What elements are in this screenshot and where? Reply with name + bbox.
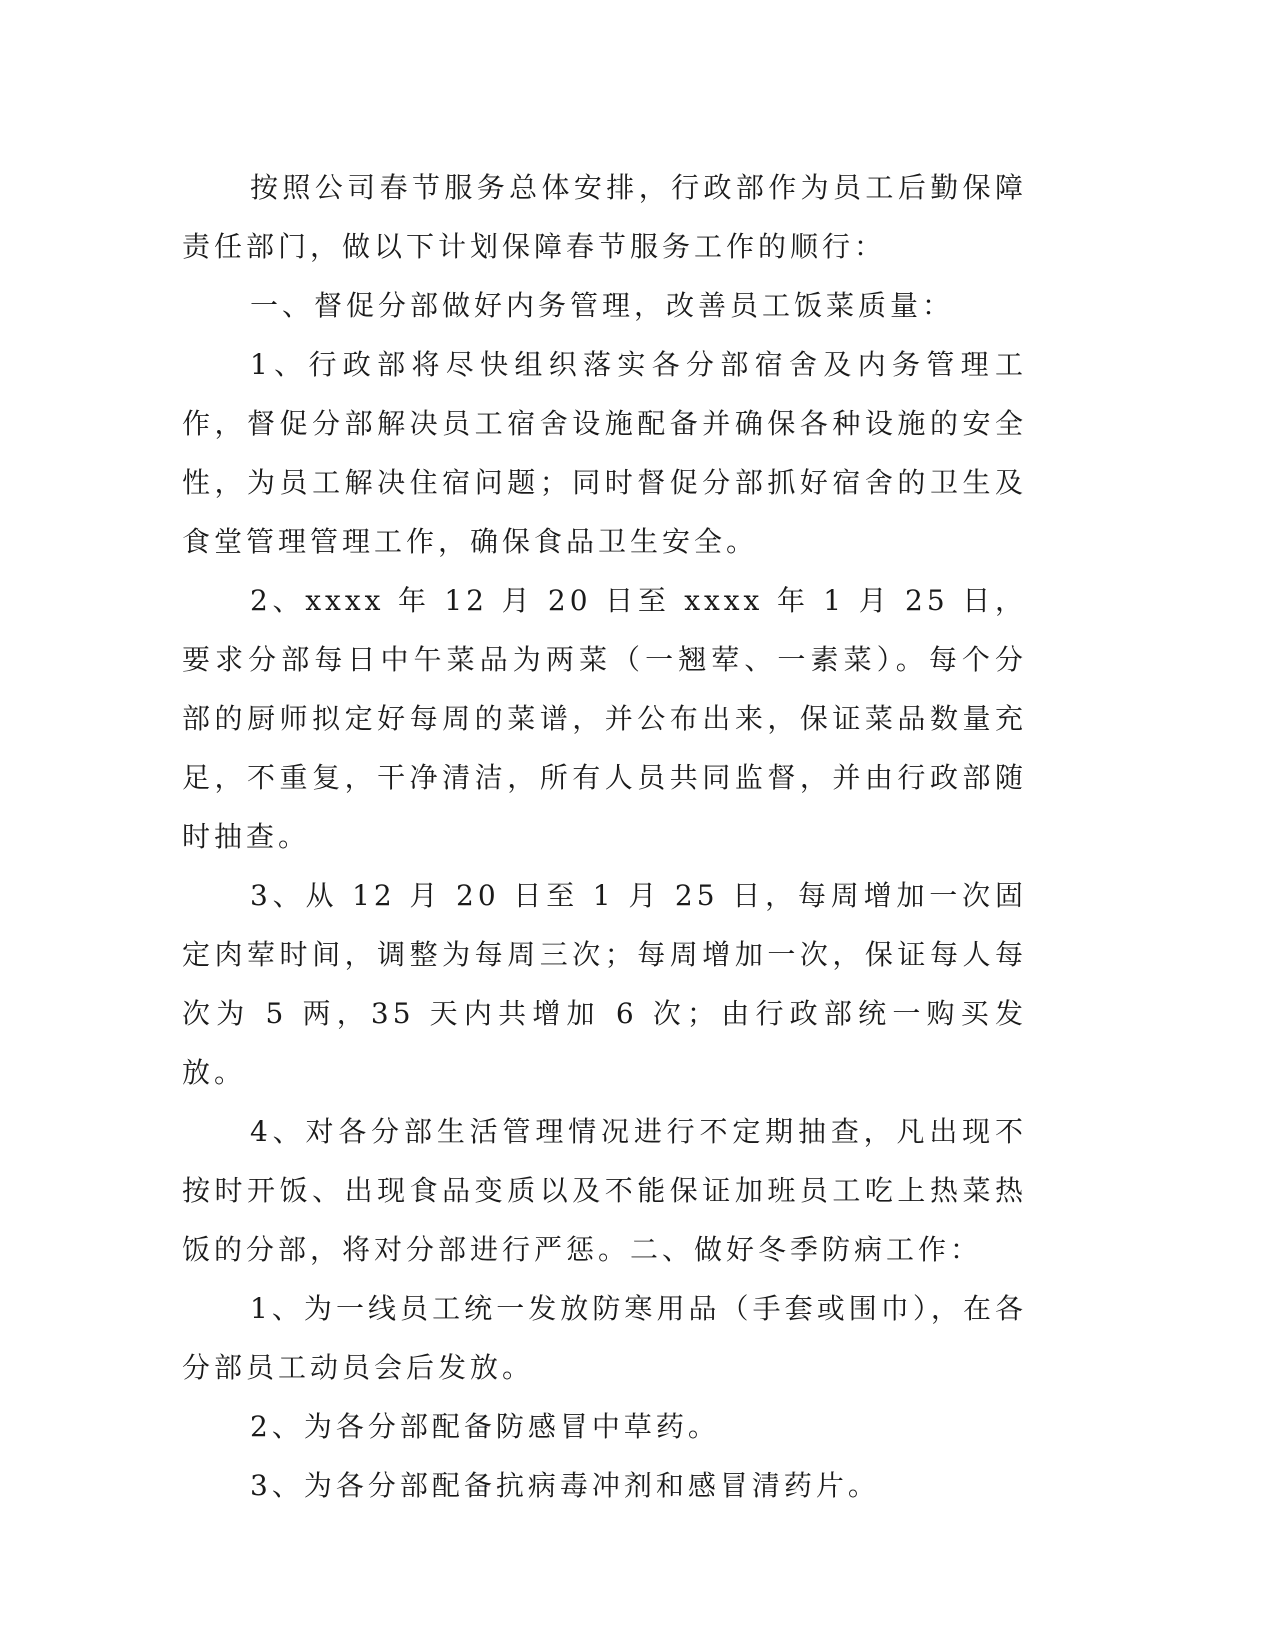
list-item-1-1: 1、行政部将尽快组织落实各分部宿舍及内务管理工作，督促分部解决员工宿舍设施配备并确保各种设施的安全性，为员工解决住宿问题；同时督促分部抓好宿舍的卫生及食堂管理管理工作，确保食品卫生安全。	[182, 348, 1027, 558]
list-item-1-2: 2、xxxx 年 12 月 20 日至 xxxx 年 1 月 25 日，要求分部每日中午菜品为两菜（一翘荤、一素菜）。每个分部的厨师拟定好每周的菜谱，并公布出来，保证菜品数量充足，不重复，干净清洁，所有人员共同监督，并由行政部随时抽查。	[182, 584, 1027, 853]
section-heading-1: 一、督促分部做好内务管理，改善员工饭菜质量：	[250, 289, 955, 322]
list-item-1-3: 3、从 12 月 20 日至 1 月 25 日，每周增加一次固定肉荤时间，调整为每周三次；每周增加一次，保证每人每次为 5 两，35 天内共增加 6 次；由行政部统一购买发放。	[182, 879, 1027, 1089]
list-item-2-2: 2、为各分部配备防感冒中草药。	[250, 1410, 720, 1443]
list-item-1-4: 4、对各分部生活管理情况进行不定期抽查，凡出现不按时开饭、出现食品变质以及不能保证加班员工吃上热菜热饭的分部，将对分部进行严惩。二、做好冬季防病工作：	[182, 1115, 1027, 1266]
list-item-2-3: 3、为各分部配备抗病毒冲剂和感冒清药片。	[250, 1469, 880, 1502]
intro-paragraph: 按照公司春节服务总体安排，行政部作为员工后勤保障责任部门，做以下计划保障春节服务工作的顺行：	[182, 171, 1027, 263]
list-item-2-1: 1、为一线员工统一发放防寒用品（手套或围巾），在各分部员工动员会后发放。	[182, 1292, 1027, 1384]
body-text	[182, 158, 1027, 1515]
